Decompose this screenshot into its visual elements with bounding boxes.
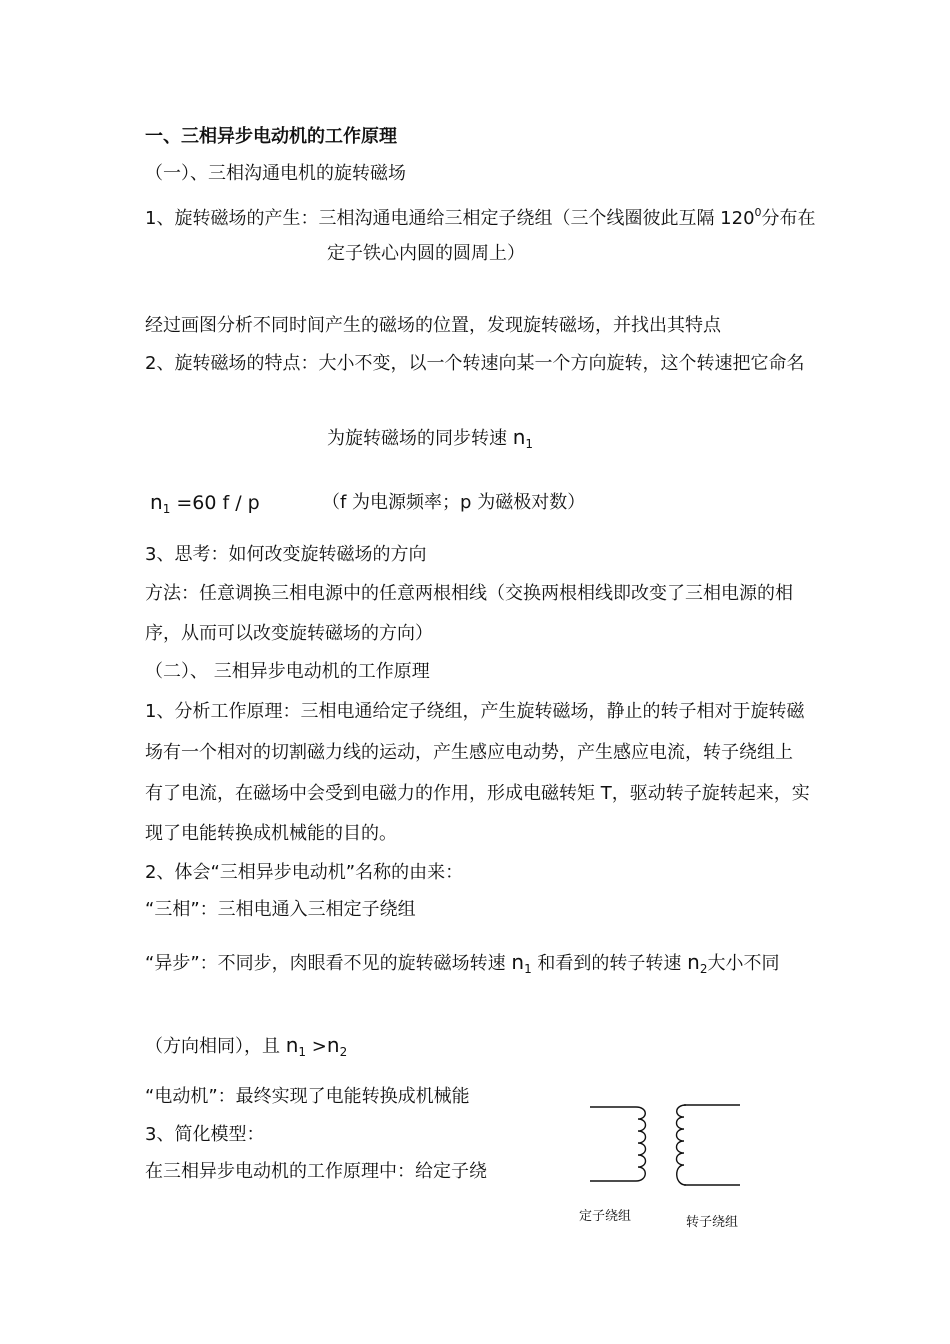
paragraph-principle-4: 现了电能转换成机械能的目的。 [145,823,397,844]
paragraph-motor: “电动机”：最终实现了电能转换成机械能 [145,1086,470,1107]
section-heading: 一、三相异步电动机的工作原理 [145,126,397,147]
stator-winding-label: 定子绕组 [579,1209,632,1224]
stator-winding-icon [590,1107,646,1181]
paragraph-simplified-model: 3、简化模型： [145,1124,265,1145]
winding-diagram [580,1095,750,1195]
paragraph-method-1: 方法：任意调换三相电源中的任意两根相线（交换两根相线即改变了三相电源的相 [145,583,793,604]
formula-sync-speed: $n_1 =60$ f / p [150,490,260,516]
subsection-title-1: （一）、三相沟通电机的旋转磁场 [145,163,406,184]
paragraph-three-phase: “三相”：三相电通入三相定子绕组 [145,899,416,920]
paragraph-method-2: 序，从而可以改变旋转磁场的方向） [145,623,433,644]
paragraph-rotating-field-features: 2、旋转磁场的特点：大小不变，以一个转速向某一个方向旋转，这个转速把它命名 [145,353,805,374]
paragraph-think: 3、思考：如何改变旋转磁场的方向 [145,544,427,565]
paragraph-asynchronous: “异步”：不同步，肉眼看不见的旋转磁场转速 $n_1$ 和看到的转子转速 $n_2$大小不同 [145,950,780,976]
paragraph-rotating-field-generation: 1、旋转磁场的产生：三相沟通电通给三相定子绕组（三个线圈彼此互隔 $120^0$分布在 [145,206,816,229]
paragraph-principle-1: 1、分析工作原理：三相电通给定子绕组，产生旋转磁场，静止的转子相对于旋转磁 [145,701,805,722]
paragraph-continuation: 定子铁心内圆的圆周上） [327,243,525,264]
subsection-title-2: （二）、 三相异步电动机的工作原理 [145,661,430,682]
paragraph-sync-speed: 为旋转磁场的同步转速 $n_1$ [327,425,534,451]
paragraph-principle-2: 场有一个相对的切割磁力线的运动，产生感应电动势，产生感应电流，转子绕组上 [145,742,793,763]
paragraph-same-direction: （方向相同），且 $n_1 >n_2$ [145,1033,348,1059]
rotor-winding-icon [677,1105,741,1185]
paragraph-model-text: 在三相异步电动机的工作原理中：给定子绕 [145,1161,487,1182]
rotor-winding-label: 转子绕组 [686,1215,739,1230]
paragraph-analysis: 经过画图分析不同时间产生的磁场的位置，发现旋转磁场，并找出其特点 [145,315,721,336]
paragraph-principle-3: 有了电流，在磁场中会受到电磁力的作用，形成电磁转矩 T，驱动转子旋转起来，实 [145,783,810,804]
paragraph-name-origin: 2、体会“三相异步电动机”名称的由来： [145,862,464,883]
formula-note: （f 为电源频率；p 为磁极对数） [322,492,586,513]
